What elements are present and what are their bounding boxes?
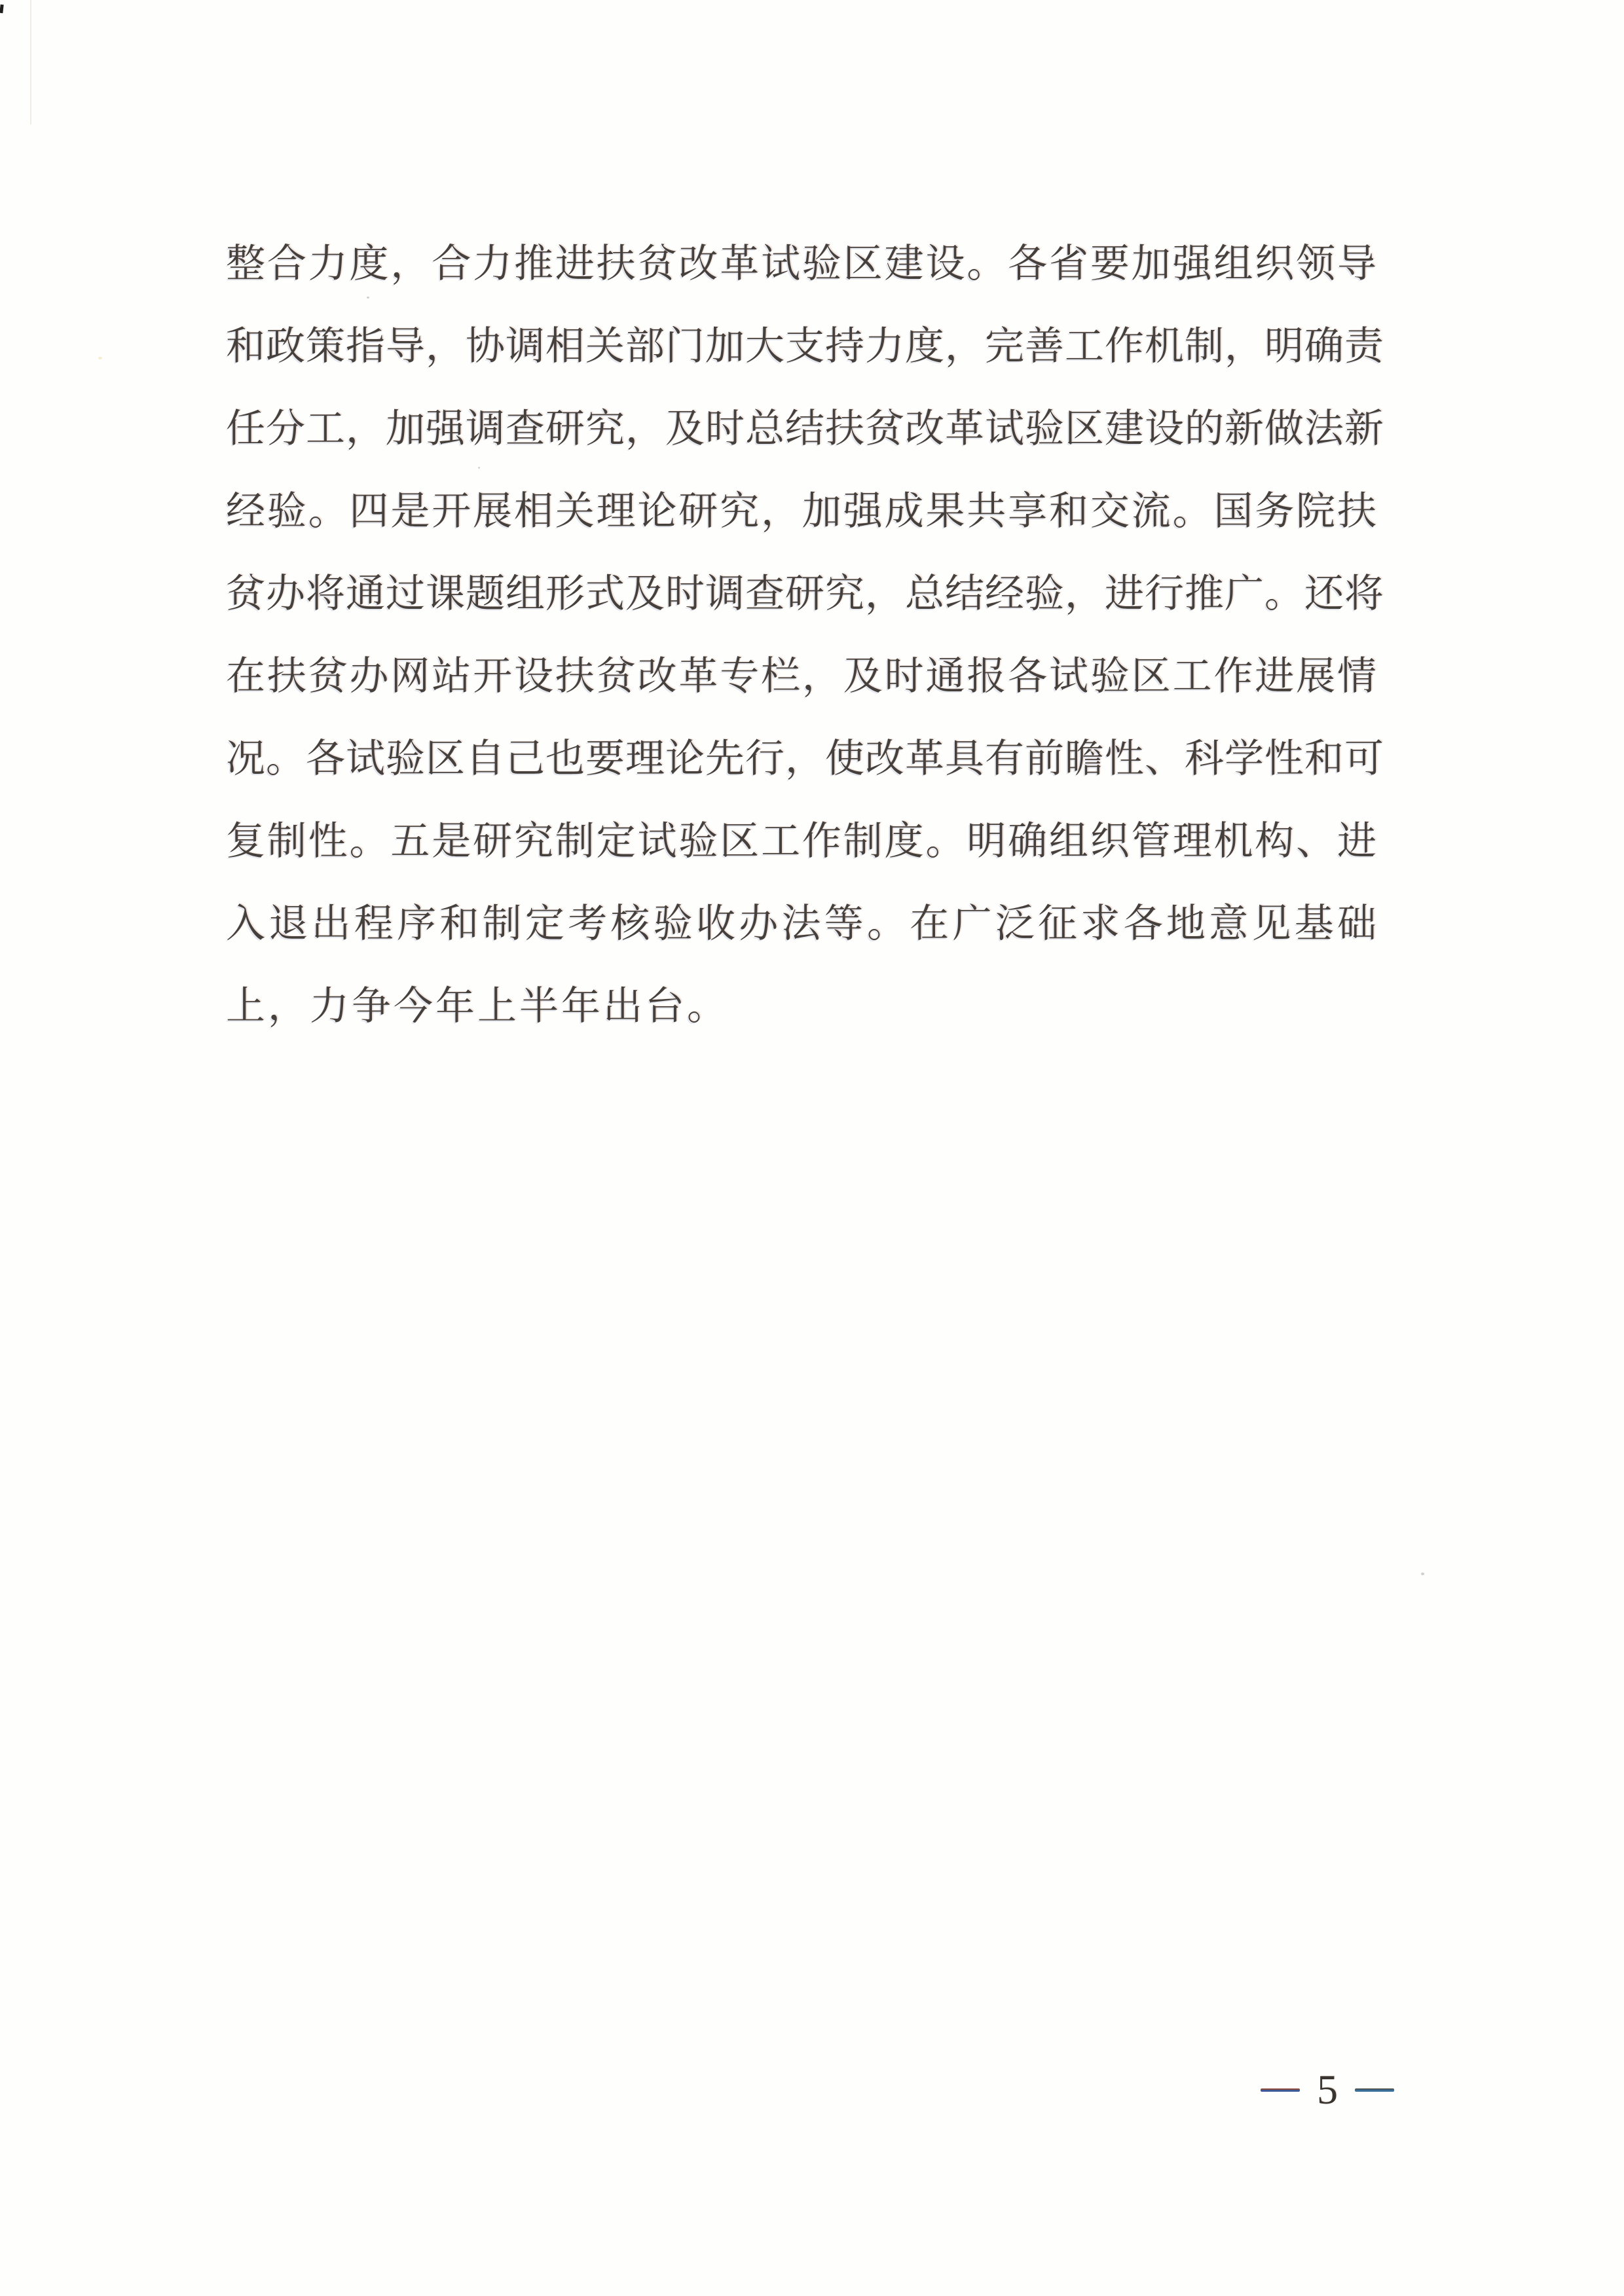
scan-artifact-corner-mark [0,5,4,13]
text-line-3: 任分工，加强调查研究，及时总结扶贫改革试验区建设的新做法新 [226,407,1384,450]
text-line-6: 在扶贫办网站开设扶贫改革专栏，及时通报各试验区工作进展情 [226,655,1377,698]
scan-artifact-speck [98,357,102,359]
text-line-8: 复制性。五是研究制定试验区工作制度。明确组织管理机构、进 [226,820,1377,863]
page-number-dash-right [1355,2088,1394,2092]
text-line-1: 整合力度，合力推进扶贫改革试验区建设。各省要加强组织领导 [226,242,1377,285]
page-number-dash-left [1261,2088,1300,2092]
text-line-5: 贫办将通过课题组形式及时调查研究，总结经验，进行推广。还将 [226,572,1384,615]
text-line-7: 况。各试验区自己也要理论先行，使改革具有前瞻性、科学性和可 [226,737,1384,780]
page-number-footer [1261,2064,1394,2116]
body-text-block [226,223,1384,1048]
text-line-9: 入退出程序和制定考核验收办法等。在广泛征求各地意见基础 [226,902,1377,945]
text-line-10: 上，力争今年上半年出台。 [226,985,729,1028]
text-line-2: 和政策指导，协调相关部门加大支持力度，完善工作机制，明确责 [226,325,1384,368]
text-line-4: 经验。四是开展相关理论研究，加强成果共享和交流。国务院扶 [226,490,1377,533]
page-number: 5 [1317,2066,1338,2113]
scan-artifact-speck [1421,1573,1424,1575]
scan-artifact-edge-line [30,0,31,124]
